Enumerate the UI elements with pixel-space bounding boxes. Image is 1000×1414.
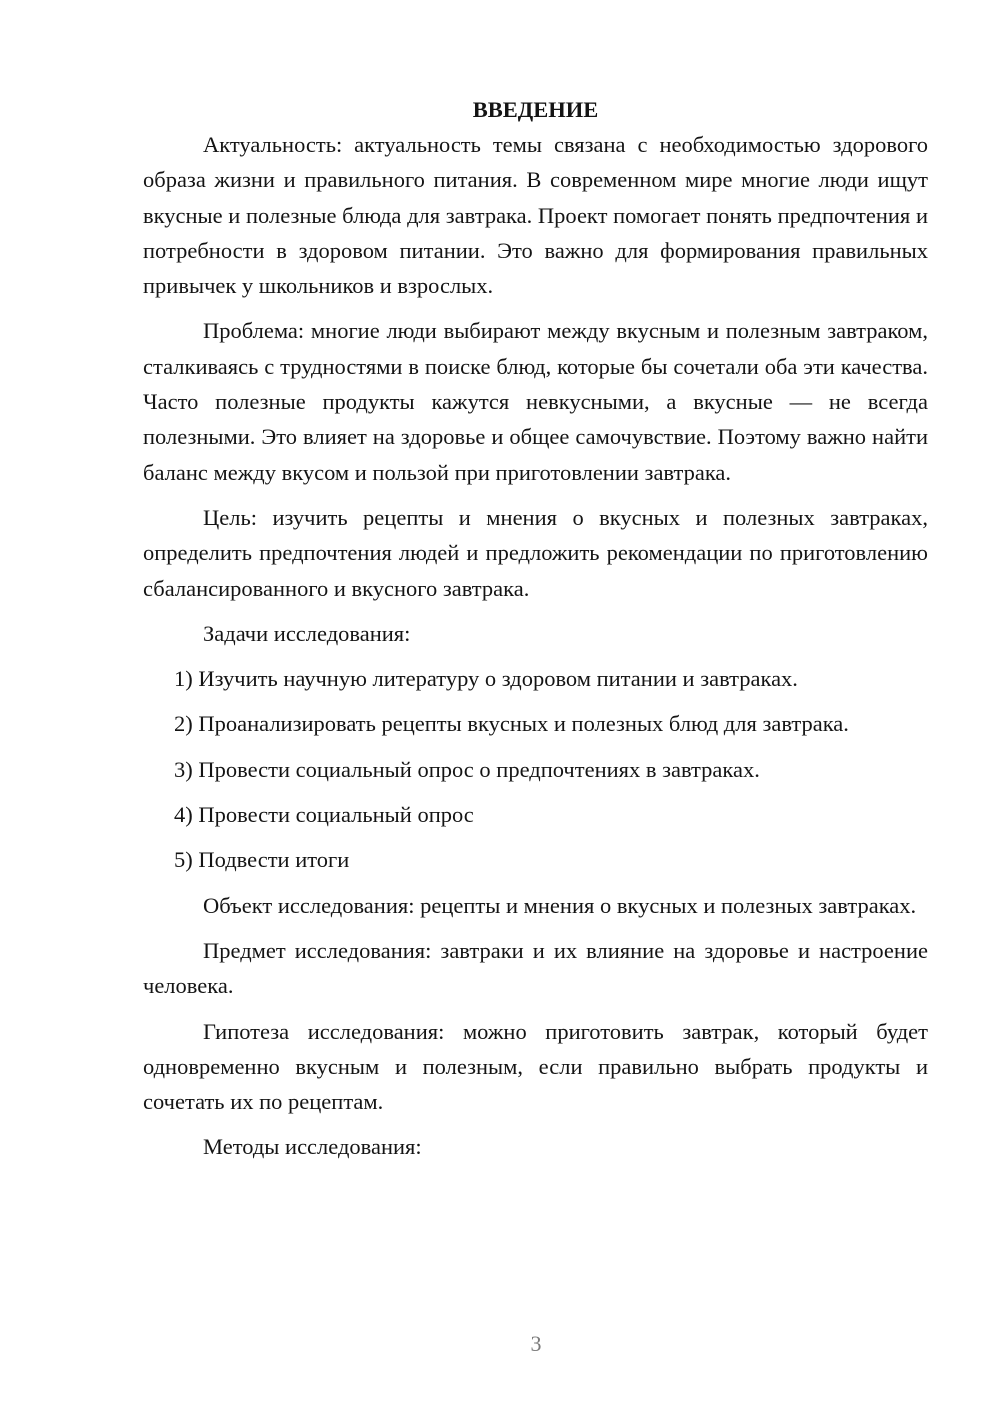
tasks-list [143,661,928,877]
relevance-paragraph: Актуальность: актуальность темы связана с необходимостью здорового образа жизни и правильного питания. В современном мире многие люди ищут вкусные и полезные блюда для завтрака. Проект помогает понять предпочтения и потребности в здоровом питании. Это важно для формирования правильных привычек у школьников и взрослых. [143,132,928,299]
document-page [143,92,928,1175]
task-item: 5) Подвести итоги [174,847,350,873]
hypothesis-paragraph: Гипотеза исследования: можно приготовить завтрак, который будет одновременно вкусным и полезным, если правильно выбрать продукты и сочетать их по рецептам. [143,1018,928,1115]
subject-paragraph: Предмет исследования: завтраки и их влияние на здоровье и настроение человека. [143,937,928,999]
methods-heading: Методы исследования: [203,1134,422,1160]
goal-paragraph: Цель: изучить рецепты и мнения о вкусных и полезных завтраках, определить предпочтения людей и предложить рекомендации по приготовлению сбалансированного и вкусного завтрака. [143,504,928,601]
task-item: 1) Изучить научную литературу о здоровом питании и завтраках. [174,666,798,692]
task-item: 3) Провести социальный опрос о предпочтениях в завтраках. [174,756,760,782]
problem-paragraph: Проблема: многие люди выбирают между вкусным и полезным завтраком, сталкиваясь с трудностями в поиске блюд, которые бы сочетали оба эти качества. Часто полезные продукты кажутся невкусными, а вкусные — не всегда полезными. Это влияет на здоровье и общее самочувствие. Поэтому важно найти баланс между вкусом и пользой при приготовлении завтрака. [143,318,928,485]
page-number: 3 [530,1331,542,1356]
tasks-heading: Задачи исследования: [203,620,411,646]
section-title: ВВЕДЕНИЕ [472,97,599,122]
task-item: 2) Проанализировать рецепты вкусных и полезных блюд для завтрака. [174,711,849,737]
task-item: 4) Провести социальный опрос [174,802,474,828]
object-paragraph: Объект исследования: рецепты и мнения о вкусных и полезных завтраках. [203,892,917,918]
